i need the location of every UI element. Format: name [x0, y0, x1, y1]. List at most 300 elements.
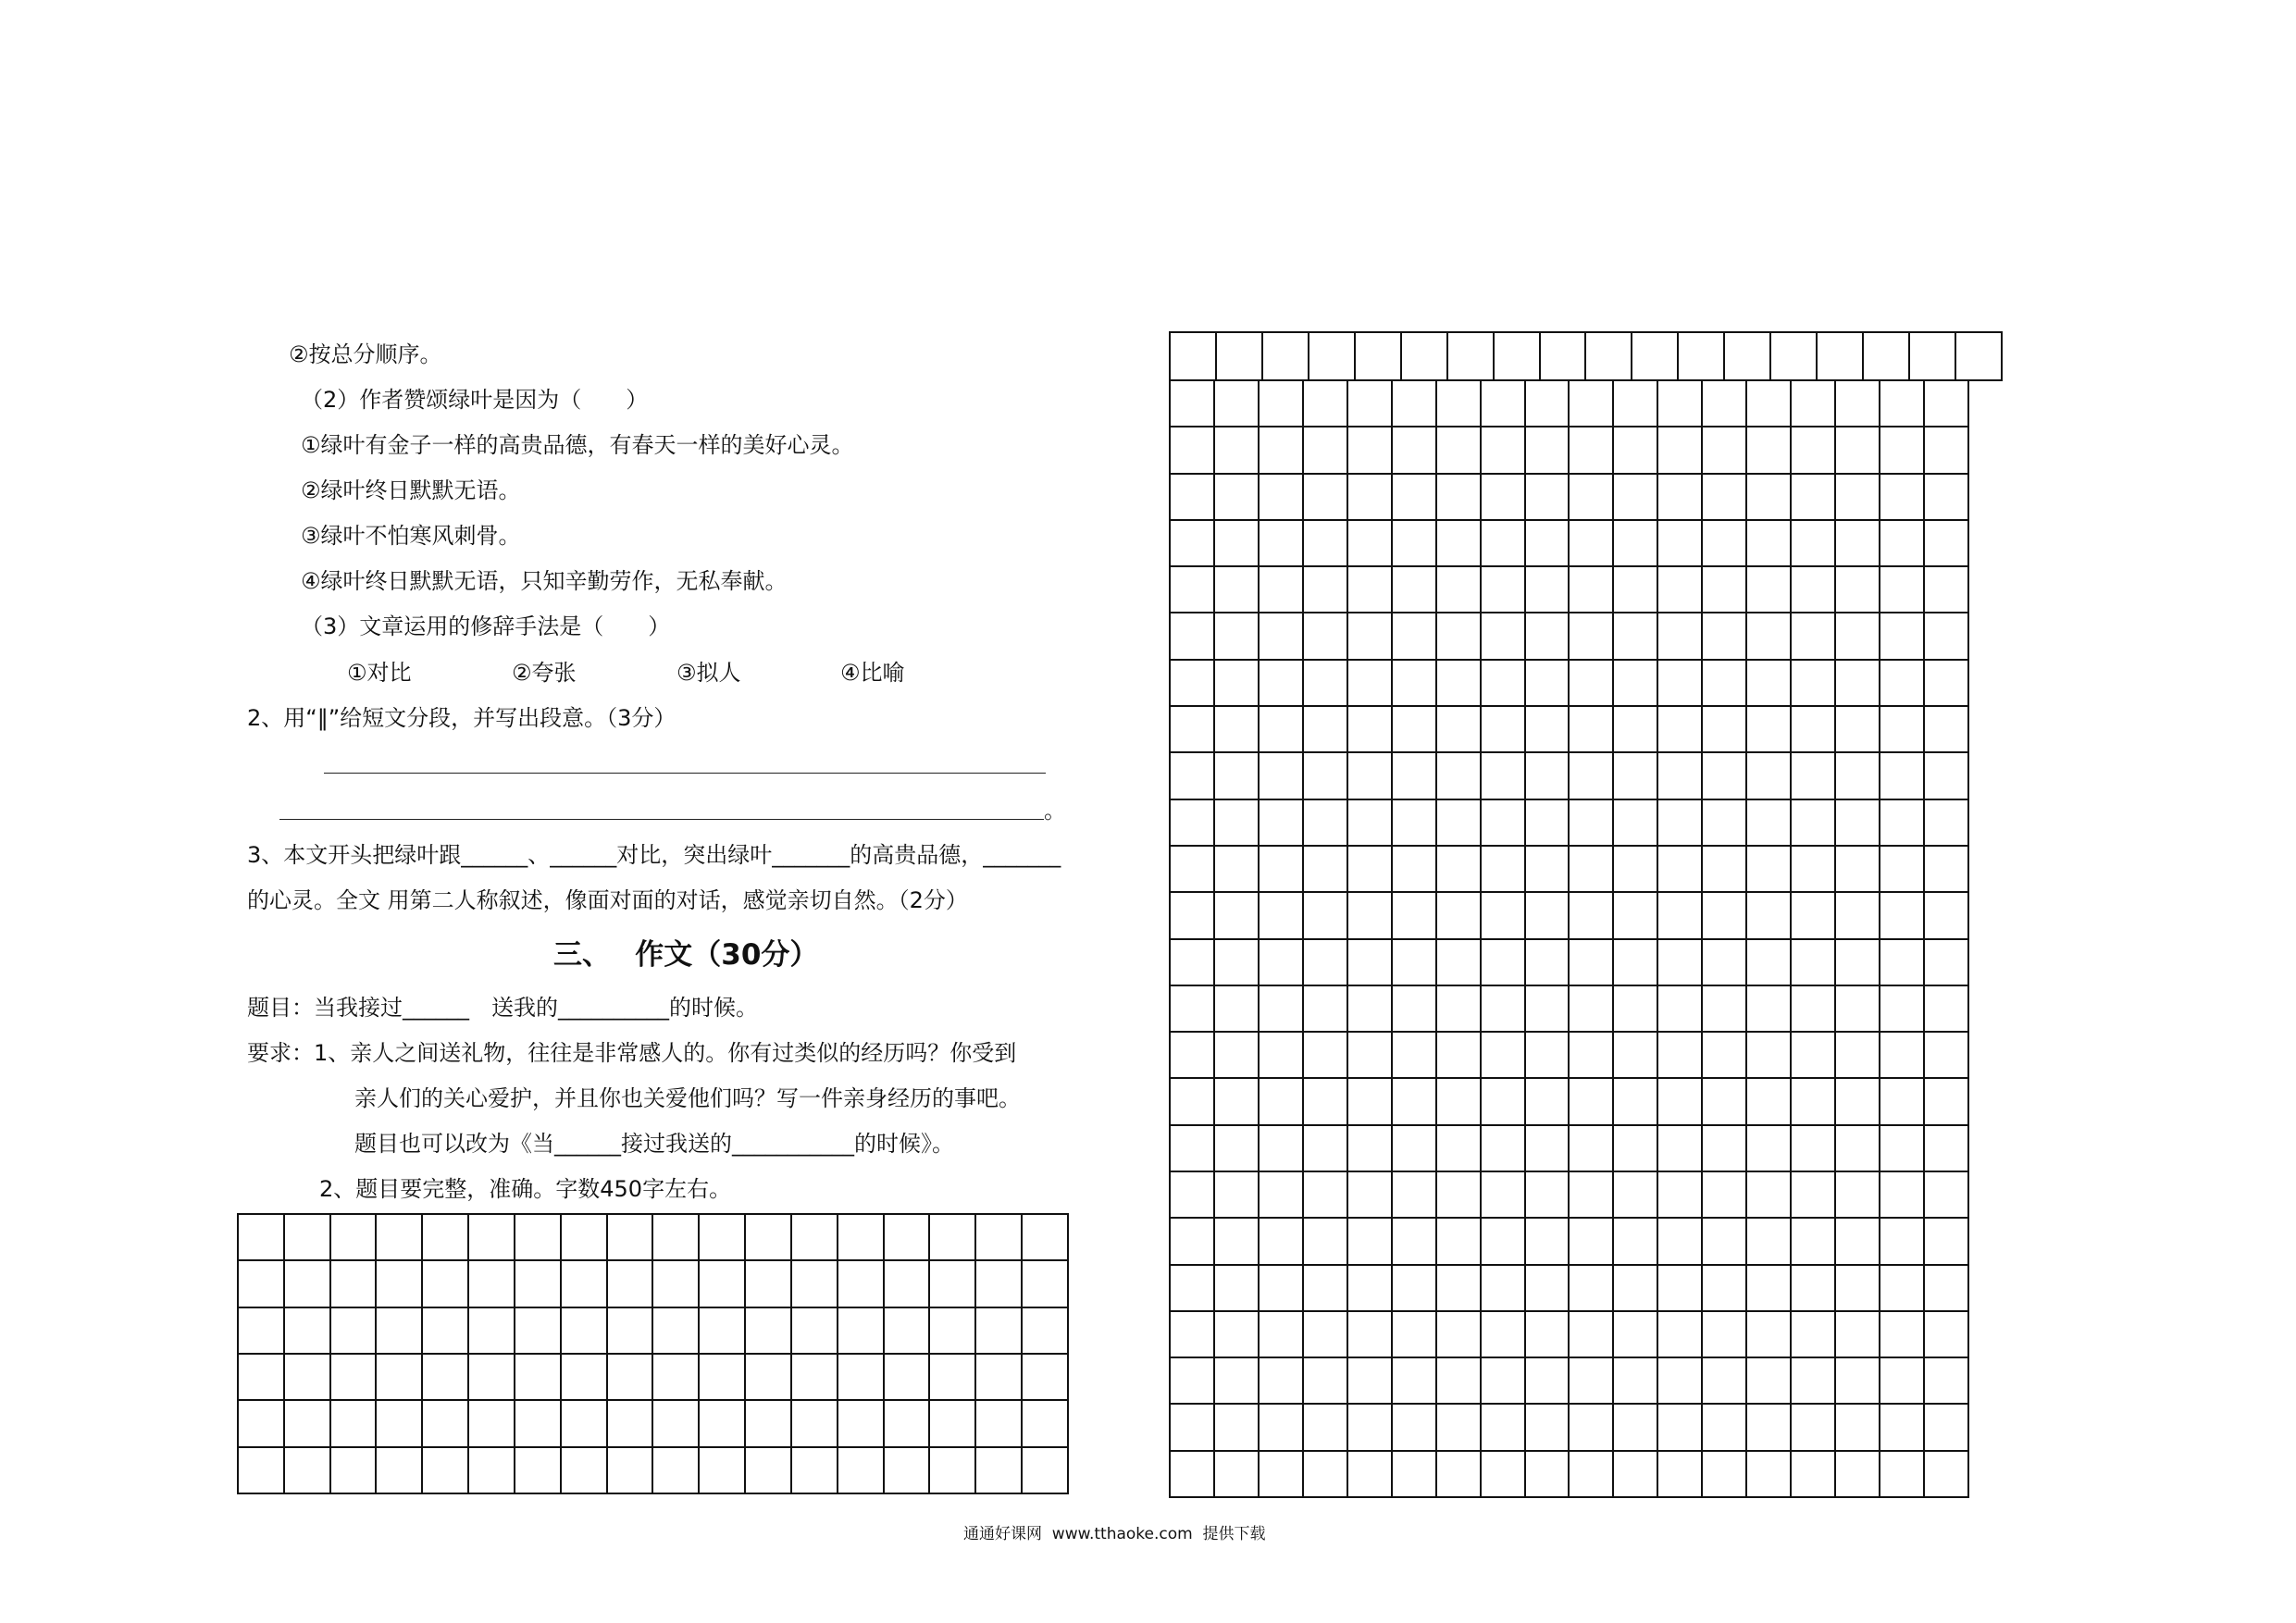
grid-cell[interactable]	[1703, 753, 1745, 798]
grid-cell[interactable]	[1526, 1452, 1569, 1496]
grid-cell[interactable]	[1482, 753, 1524, 798]
grid-cell[interactable]	[1703, 521, 1745, 565]
grid-cell[interactable]	[1393, 753, 1435, 798]
grid-cell[interactable]	[331, 1355, 376, 1399]
grid-cell[interactable]	[1703, 1172, 1745, 1217]
grid-cell[interactable]	[562, 1261, 606, 1306]
grid-cell[interactable]	[1437, 381, 1480, 426]
grid-cell[interactable]	[1526, 1266, 1569, 1310]
grid-cell[interactable]	[1526, 893, 1569, 937]
grid-cell[interactable]	[1614, 1452, 1657, 1496]
grid-cell[interactable]	[1925, 1172, 1967, 1217]
grid-cell[interactable]	[1495, 333, 1539, 379]
grid-cell[interactable]	[1304, 1033, 1347, 1077]
grid-cell[interactable]	[1658, 800, 1701, 845]
grid-cell[interactable]	[1482, 381, 1524, 426]
grid-cell[interactable]	[1658, 1079, 1701, 1123]
grid-cell[interactable]	[1482, 1312, 1524, 1357]
grid-cell[interactable]	[1792, 1266, 1834, 1310]
grid-cell[interactable]	[1725, 333, 1769, 379]
grid-cell[interactable]	[1171, 1452, 1213, 1496]
grid-cell[interactable]	[377, 1261, 421, 1306]
grid-cell[interactable]	[1747, 613, 1790, 658]
grid-cell[interactable]	[1526, 800, 1569, 845]
grid-cell[interactable]	[423, 1401, 467, 1445]
grid-cell[interactable]	[1171, 1312, 1213, 1357]
grid-cell[interactable]	[1482, 986, 1524, 1031]
grid-cell[interactable]	[1747, 707, 1790, 751]
grid-cell[interactable]	[1614, 567, 1657, 612]
grid-cell[interactable]	[792, 1355, 837, 1399]
grid-cell[interactable]	[1658, 847, 1701, 891]
grid-cell[interactable]	[1393, 1452, 1435, 1496]
grid-cell[interactable]	[1526, 1126, 1569, 1171]
grid-cell[interactable]	[1570, 1172, 1612, 1217]
grid-cell[interactable]	[1880, 707, 1923, 751]
grid-cell[interactable]	[1925, 567, 1967, 612]
grid-cell[interactable]	[1658, 753, 1701, 798]
grid-cell[interactable]	[239, 1308, 283, 1353]
grid-cell[interactable]	[1393, 847, 1435, 891]
grid-cell[interactable]	[1393, 1266, 1435, 1310]
grid-cell[interactable]	[1570, 1312, 1612, 1357]
grid-cell[interactable]	[1880, 1033, 1923, 1077]
grid-cell[interactable]	[1348, 893, 1391, 937]
grid-cell[interactable]	[377, 1448, 421, 1493]
grid-cell[interactable]	[1792, 381, 1834, 426]
grid-cell[interactable]	[1171, 1358, 1213, 1403]
grid-cell[interactable]	[1658, 1172, 1701, 1217]
grid-cell[interactable]	[1023, 1261, 1067, 1306]
grid-cell[interactable]	[1658, 661, 1701, 705]
grid-cell[interactable]	[1023, 1215, 1067, 1259]
grid-cell[interactable]	[1260, 613, 1302, 658]
grid-cell[interactable]	[1836, 567, 1879, 612]
grid-cell[interactable]	[1836, 1219, 1879, 1263]
grid-cell[interactable]	[515, 1401, 560, 1445]
grid-cell[interactable]	[608, 1215, 652, 1259]
grid-cell[interactable]	[1679, 333, 1723, 379]
grid-cell[interactable]	[562, 1355, 606, 1399]
grid-cell[interactable]	[1658, 567, 1701, 612]
grid-cell[interactable]	[746, 1215, 790, 1259]
grid-cell[interactable]	[1747, 427, 1790, 472]
grid-cell[interactable]	[838, 1355, 883, 1399]
grid-cell[interactable]	[1348, 661, 1391, 705]
grid-cell[interactable]	[1792, 661, 1834, 705]
grid-cell[interactable]	[930, 1215, 974, 1259]
grid-cell[interactable]	[1348, 1172, 1391, 1217]
grid-cell[interactable]	[1792, 707, 1834, 751]
grid-cell[interactable]	[1836, 753, 1879, 798]
grid-cell[interactable]	[885, 1261, 929, 1306]
grid-cell[interactable]	[608, 1401, 652, 1445]
grid-cell[interactable]	[1703, 1266, 1745, 1310]
grid-cell[interactable]	[885, 1355, 929, 1399]
grid-cell[interactable]	[1171, 333, 1215, 379]
grid-cell[interactable]	[838, 1401, 883, 1445]
grid-cell[interactable]	[1614, 940, 1657, 985]
grid-cell[interactable]	[1215, 893, 1258, 937]
grid-cell[interactable]	[1614, 427, 1657, 472]
grid-cell[interactable]	[700, 1308, 744, 1353]
grid-cell[interactable]	[1614, 1126, 1657, 1171]
grid-cell[interactable]	[1747, 1126, 1790, 1171]
grid-cell[interactable]	[1260, 1266, 1302, 1310]
grid-cell[interactable]	[285, 1448, 329, 1493]
grid-cell[interactable]	[1526, 381, 1569, 426]
grid-cell[interactable]	[1658, 1266, 1701, 1310]
writing-grid-right-top-row[interactable]	[1169, 331, 2003, 381]
grid-cell[interactable]	[1570, 1219, 1612, 1263]
grid-cell[interactable]	[1570, 847, 1612, 891]
grid-cell[interactable]	[885, 1401, 929, 1445]
grid-cell[interactable]	[1260, 1452, 1302, 1496]
grid-cell[interactable]	[331, 1215, 376, 1259]
grid-cell[interactable]	[1437, 893, 1480, 937]
grid-cell[interactable]	[1393, 381, 1435, 426]
grid-cell[interactable]	[1614, 521, 1657, 565]
grid-cell[interactable]	[1171, 1079, 1213, 1123]
grid-cell[interactable]	[1304, 381, 1347, 426]
grid-cell[interactable]	[1348, 940, 1391, 985]
grid-cell[interactable]	[1658, 427, 1701, 472]
grid-cell[interactable]	[1023, 1308, 1067, 1353]
grid-cell[interactable]	[1703, 1452, 1745, 1496]
grid-cell[interactable]	[1658, 940, 1701, 985]
grid-cell[interactable]	[1526, 940, 1569, 985]
grid-cell[interactable]	[1348, 567, 1391, 612]
grid-cell[interactable]	[1217, 333, 1261, 379]
grid-cell[interactable]	[1747, 986, 1790, 1031]
grid-cell[interactable]	[1304, 1405, 1347, 1449]
grid-cell[interactable]	[1747, 1219, 1790, 1263]
grid-cell[interactable]	[1526, 1405, 1569, 1449]
grid-cell[interactable]	[1570, 893, 1612, 937]
grid-cell[interactable]	[1925, 1452, 1967, 1496]
grid-cell[interactable]	[1925, 475, 1967, 519]
grid-cell[interactable]	[331, 1261, 376, 1306]
grid-cell[interactable]	[1771, 333, 1816, 379]
grid-cell[interactable]	[1437, 800, 1480, 845]
grid-cell[interactable]	[1925, 940, 1967, 985]
grid-cell[interactable]	[1792, 427, 1834, 472]
grid-cell[interactable]	[1658, 893, 1701, 937]
grid-cell[interactable]	[1393, 1172, 1435, 1217]
grid-cell[interactable]	[1437, 940, 1480, 985]
grid-cell[interactable]	[1526, 707, 1569, 751]
grid-cell[interactable]	[608, 1261, 652, 1306]
grid-cell[interactable]	[653, 1355, 698, 1399]
q2-answer-line-2[interactable]	[279, 819, 1044, 820]
grid-cell[interactable]	[1880, 521, 1923, 565]
grid-cell[interactable]	[1215, 1405, 1258, 1449]
grid-cell[interactable]	[1925, 1358, 1967, 1403]
grid-cell[interactable]	[1570, 707, 1612, 751]
grid-cell[interactable]	[1747, 800, 1790, 845]
grid-cell[interactable]	[1836, 1405, 1879, 1449]
grid-cell[interactable]	[1482, 707, 1524, 751]
grid-cell[interactable]	[285, 1308, 329, 1353]
grid-cell[interactable]	[562, 1308, 606, 1353]
grid-cell[interactable]	[377, 1215, 421, 1259]
grid-cell[interactable]	[1614, 475, 1657, 519]
grid-cell[interactable]	[515, 1261, 560, 1306]
grid-cell[interactable]	[285, 1401, 329, 1445]
grid-cell[interactable]	[1614, 381, 1657, 426]
grid-cell[interactable]	[239, 1448, 283, 1493]
grid-cell[interactable]	[1570, 940, 1612, 985]
grid-cell[interactable]	[976, 1355, 1021, 1399]
grid-cell[interactable]	[1171, 661, 1213, 705]
grid-cell[interactable]	[1880, 613, 1923, 658]
grid-cell[interactable]	[1437, 613, 1480, 658]
grid-cell[interactable]	[1703, 427, 1745, 472]
grid-cell[interactable]	[1304, 707, 1347, 751]
grid-cell[interactable]	[1171, 1126, 1213, 1171]
grid-cell[interactable]	[1925, 753, 1967, 798]
grid-cell[interactable]	[1836, 893, 1879, 937]
grid-cell[interactable]	[1836, 521, 1879, 565]
grid-cell[interactable]	[1570, 521, 1612, 565]
grid-cell[interactable]	[1260, 1358, 1302, 1403]
grid-cell[interactable]	[1836, 427, 1879, 472]
grid-cell[interactable]	[1348, 800, 1391, 845]
grid-cell[interactable]	[1260, 661, 1302, 705]
grid-cell[interactable]	[1614, 986, 1657, 1031]
grid-cell[interactable]	[1570, 753, 1612, 798]
grid-cell[interactable]	[1348, 986, 1391, 1031]
grid-cell[interactable]	[1171, 1033, 1213, 1077]
grid-cell[interactable]	[515, 1308, 560, 1353]
grid-cell[interactable]	[1171, 427, 1213, 472]
grid-cell[interactable]	[1393, 661, 1435, 705]
grid-cell[interactable]	[1703, 613, 1745, 658]
grid-cell[interactable]	[1570, 986, 1612, 1031]
grid-cell[interactable]	[1260, 475, 1302, 519]
grid-cell[interactable]	[1880, 567, 1923, 612]
grid-cell[interactable]	[1437, 661, 1480, 705]
grid-cell[interactable]	[792, 1261, 837, 1306]
grid-cell[interactable]	[1437, 1312, 1480, 1357]
grid-cell[interactable]	[1304, 661, 1347, 705]
grid-cell[interactable]	[1215, 1452, 1258, 1496]
grid-cell[interactable]	[1792, 940, 1834, 985]
grid-cell[interactable]	[1348, 847, 1391, 891]
grid-cell[interactable]	[1747, 1312, 1790, 1357]
grid-cell[interactable]	[1747, 1405, 1790, 1449]
grid-cell[interactable]	[1437, 1172, 1480, 1217]
grid-cell[interactable]	[1747, 1079, 1790, 1123]
grid-cell[interactable]	[1171, 567, 1213, 612]
grid-cell[interactable]	[930, 1261, 974, 1306]
grid-cell[interactable]	[1880, 1126, 1923, 1171]
grid-cell[interactable]	[1614, 847, 1657, 891]
grid-cell[interactable]	[1747, 1266, 1790, 1310]
grid-cell[interactable]	[1792, 567, 1834, 612]
grid-cell[interactable]	[1880, 1079, 1923, 1123]
grid-cell[interactable]	[1526, 427, 1569, 472]
grid-cell[interactable]	[1171, 893, 1213, 937]
grid-cell[interactable]	[1703, 1358, 1745, 1403]
grid-cell[interactable]	[1171, 521, 1213, 565]
grid-cell[interactable]	[1836, 1358, 1879, 1403]
grid-cell[interactable]	[285, 1355, 329, 1399]
grid-cell[interactable]	[608, 1448, 652, 1493]
grid-cell[interactable]	[1614, 753, 1657, 798]
grid-cell[interactable]	[1348, 1079, 1391, 1123]
grid-cell[interactable]	[746, 1308, 790, 1353]
grid-cell[interactable]	[1260, 707, 1302, 751]
grid-cell[interactable]	[1482, 1126, 1524, 1171]
grid-cell[interactable]	[1658, 613, 1701, 658]
grid-cell[interactable]	[1747, 1172, 1790, 1217]
grid-cell[interactable]	[1570, 475, 1612, 519]
grid-cell[interactable]	[1541, 333, 1585, 379]
grid-cell[interactable]	[1570, 1033, 1612, 1077]
grid-cell[interactable]	[377, 1401, 421, 1445]
grid-cell[interactable]	[377, 1308, 421, 1353]
grid-cell[interactable]	[1304, 613, 1347, 658]
grid-cell[interactable]	[1747, 847, 1790, 891]
grid-cell[interactable]	[838, 1308, 883, 1353]
grid-cell[interactable]	[1260, 1405, 1302, 1449]
grid-cell[interactable]	[1658, 986, 1701, 1031]
grid-cell[interactable]	[930, 1355, 974, 1399]
grid-cell[interactable]	[285, 1215, 329, 1259]
grid-cell[interactable]	[1880, 753, 1923, 798]
grid-cell[interactable]	[331, 1401, 376, 1445]
grid-cell[interactable]	[1348, 1033, 1391, 1077]
grid-cell[interactable]	[1304, 986, 1347, 1031]
grid-cell[interactable]	[1304, 753, 1347, 798]
grid-cell[interactable]	[1880, 940, 1923, 985]
grid-cell[interactable]	[1260, 1172, 1302, 1217]
grid-cell[interactable]	[1614, 1079, 1657, 1123]
grid-cell[interactable]	[976, 1448, 1021, 1493]
grid-cell[interactable]	[1658, 1033, 1701, 1077]
grid-cell[interactable]	[1348, 1126, 1391, 1171]
grid-cell[interactable]	[1614, 1266, 1657, 1310]
grid-cell[interactable]	[239, 1215, 283, 1259]
grid-cell[interactable]	[1747, 475, 1790, 519]
grid-cell[interactable]	[1614, 1172, 1657, 1217]
grid-cell[interactable]	[1792, 1405, 1834, 1449]
grid-cell[interactable]	[1393, 986, 1435, 1031]
grid-cell[interactable]	[1792, 521, 1834, 565]
grid-cell[interactable]	[1526, 1033, 1569, 1077]
grid-cell[interactable]	[1925, 986, 1967, 1031]
grid-cell[interactable]	[239, 1355, 283, 1399]
grid-cell[interactable]	[469, 1308, 514, 1353]
grid-cell[interactable]	[1482, 1358, 1524, 1403]
grid-cell[interactable]	[1526, 613, 1569, 658]
grid-cell[interactable]	[423, 1215, 467, 1259]
grid-cell[interactable]	[1215, 1312, 1258, 1357]
grid-cell[interactable]	[1482, 661, 1524, 705]
grid-cell[interactable]	[1880, 800, 1923, 845]
grid-cell[interactable]	[285, 1261, 329, 1306]
grid-cell[interactable]	[1925, 1033, 1967, 1077]
grid-cell[interactable]	[1526, 1358, 1569, 1403]
grid-cell[interactable]	[1348, 381, 1391, 426]
grid-cell[interactable]	[1570, 1452, 1612, 1496]
grid-cell[interactable]	[608, 1355, 652, 1399]
grid-cell[interactable]	[1658, 1219, 1701, 1263]
grid-cell[interactable]	[1792, 475, 1834, 519]
grid-cell[interactable]	[1393, 475, 1435, 519]
grid-cell[interactable]	[1260, 1033, 1302, 1077]
grid-cell[interactable]	[1526, 847, 1569, 891]
grid-cell[interactable]	[1171, 381, 1213, 426]
grid-cell[interactable]	[1792, 1358, 1834, 1403]
grid-cell[interactable]	[1171, 1219, 1213, 1263]
grid-cell[interactable]	[1703, 800, 1745, 845]
grid-cell[interactable]	[1526, 1172, 1569, 1217]
grid-cell[interactable]	[976, 1261, 1021, 1306]
grid-cell[interactable]	[1260, 940, 1302, 985]
grid-cell[interactable]	[1836, 1266, 1879, 1310]
grid-cell[interactable]	[1482, 1266, 1524, 1310]
grid-cell[interactable]	[469, 1448, 514, 1493]
grid-cell[interactable]	[1658, 1312, 1701, 1357]
grid-cell[interactable]	[1348, 707, 1391, 751]
grid-cell[interactable]	[930, 1401, 974, 1445]
grid-cell[interactable]	[1215, 1033, 1258, 1077]
grid-cell[interactable]	[515, 1448, 560, 1493]
grid-cell[interactable]	[838, 1215, 883, 1259]
grid-cell[interactable]	[469, 1215, 514, 1259]
grid-cell[interactable]	[1570, 800, 1612, 845]
grid-cell[interactable]	[653, 1448, 698, 1493]
grid-cell[interactable]	[1614, 800, 1657, 845]
grid-cell[interactable]	[515, 1215, 560, 1259]
grid-cell[interactable]	[1703, 1312, 1745, 1357]
grid-cell[interactable]	[746, 1401, 790, 1445]
grid-cell[interactable]	[1023, 1401, 1067, 1445]
grid-cell[interactable]	[792, 1215, 837, 1259]
grid-cell[interactable]	[1925, 847, 1967, 891]
grid-cell[interactable]	[1614, 1219, 1657, 1263]
grid-cell[interactable]	[885, 1215, 929, 1259]
grid-cell[interactable]	[1482, 1172, 1524, 1217]
grid-cell[interactable]	[1482, 1405, 1524, 1449]
grid-cell[interactable]	[1703, 381, 1745, 426]
grid-cell[interactable]	[1171, 847, 1213, 891]
grid-cell[interactable]	[1215, 427, 1258, 472]
grid-cell[interactable]	[608, 1308, 652, 1353]
grid-cell[interactable]	[1437, 1358, 1480, 1403]
grid-cell[interactable]	[1393, 613, 1435, 658]
grid-cell[interactable]	[1437, 753, 1480, 798]
grid-cell[interactable]	[1586, 333, 1631, 379]
grid-cell[interactable]	[1393, 1033, 1435, 1077]
grid-cell[interactable]	[1526, 567, 1569, 612]
grid-cell[interactable]	[792, 1401, 837, 1445]
grid-cell[interactable]	[1348, 1452, 1391, 1496]
grid-cell[interactable]	[1348, 1219, 1391, 1263]
grid-cell[interactable]	[1304, 475, 1347, 519]
grid-cell[interactable]	[1437, 986, 1480, 1031]
grid-cell[interactable]	[1925, 1405, 1967, 1449]
grid-cell[interactable]	[1703, 1033, 1745, 1077]
grid-cell[interactable]	[653, 1261, 698, 1306]
grid-cell[interactable]	[1260, 381, 1302, 426]
grid-cell[interactable]	[1880, 1452, 1923, 1496]
grid-cell[interactable]	[1304, 893, 1347, 937]
grid-cell[interactable]	[1348, 1266, 1391, 1310]
grid-cell[interactable]	[1215, 1358, 1258, 1403]
